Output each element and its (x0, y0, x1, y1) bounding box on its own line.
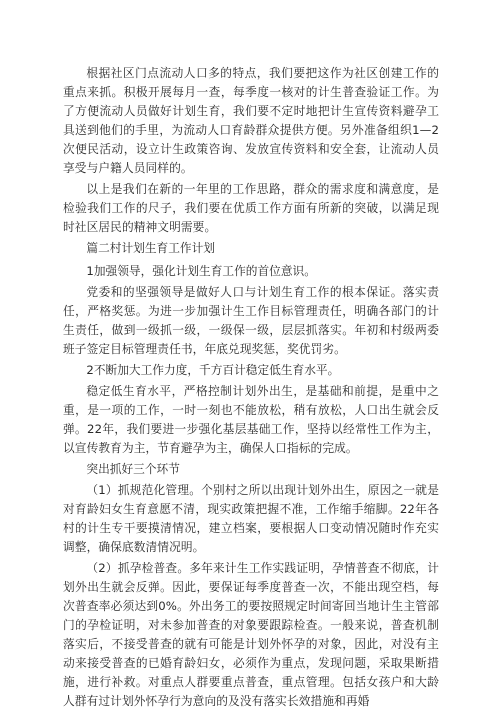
paragraph-leadership: 党委和的坚强领导是做好人口与计划生育工作的根本保证。落实责任，严格奖惩。为进一步加强计生工作目标管理责任，明确各部门的计生责任，做到一级抓一级，一级保一级，层层抓落实。年初和村级两委班子签定目标管理责任书，年底兑现奖惩，奖优罚劣。 (63, 285, 439, 356)
subheading-three-links: 突出抓好三个环节 (86, 462, 180, 476)
paragraph-summary: 以上是我们在新的一年里的工作思路，群众的需求度和满意度，是检验我们工作的尺子，我们要在优质工作方面有所新的突破，以满足现时社区居民的精神文明需要。 (63, 182, 439, 234)
document-page (63, 64, 439, 711)
item-heading-2: 2不断加大工作力度，千方百计稳定低生育水平。 (86, 363, 340, 377)
paragraph-standardized-management: （1）抓规范化管理。个别村之所以出现计划外出生，原因之一就是对育龄妇女生育意愿不清，现实政策把握不准，工作缩手缩脚。22年各村的计生专干要摸清情况，建立档案，要根据人口变动情况随时作充实调整，确保底数清情况明。 (63, 483, 439, 554)
paragraph-low-birth-rate: 稳定低生育水平，严格控制计划外出生，是基础和前提，是重中之重，是一项的工作，一时一刻也不能放松，稍有放松，人口出生就会反弹。22年，我们要进一步强化基层基础工作，坚持以经常性工作为主，以宣传教育为主，节育避孕为主，确保人口指标的完成。 (63, 384, 439, 455)
paragraph-floating-population: 根据社区门点流动人口多的特点，我们要把这作为社区创建工作的重点来抓。积极开展每月一查，每季度一核对的计生普查验证工作。为了方便流动人员做好计划生育，我们要不定时地把计生宣传资料避孕工具送到他们的手里，为流动人口育龄群众提供方便。另外准备组织1—2次便民活动，设立计生政策咨询、发放宣传资料和安全套，让流动人员享受与户籍人员同样的。 (63, 66, 439, 175)
section-title: 篇二村计划生育工作计划 (86, 241, 215, 255)
paragraph-pregnancy-check: （2）抓孕检普查。多年来计生工作实践证明，孕情普查不彻底，计划外出生就会反弹。因此，要保证每季度普查一次，不能出现空档，每次普查率必须达到0%。外出务工的要按照规定时间寄回当地计生主管部门的孕检证明，对未参加普查的对象要跟踪检查。一般来说，普查机制落实后，不接受普查的就有可能是计划外怀孕的对象，因此，对没有主动来接受普查的已婚育龄妇女，必须作为重点，发现问题，采取果断措施，进行补救。对重点人群要重点普查，重点管理。包括女孩户和大龄人群有过计划外怀孕行为意向的及没有落实长效措施和再婚 (63, 561, 439, 708)
item-heading-1: 1加强领导，强化计划生育工作的首位意识。 (86, 264, 316, 278)
